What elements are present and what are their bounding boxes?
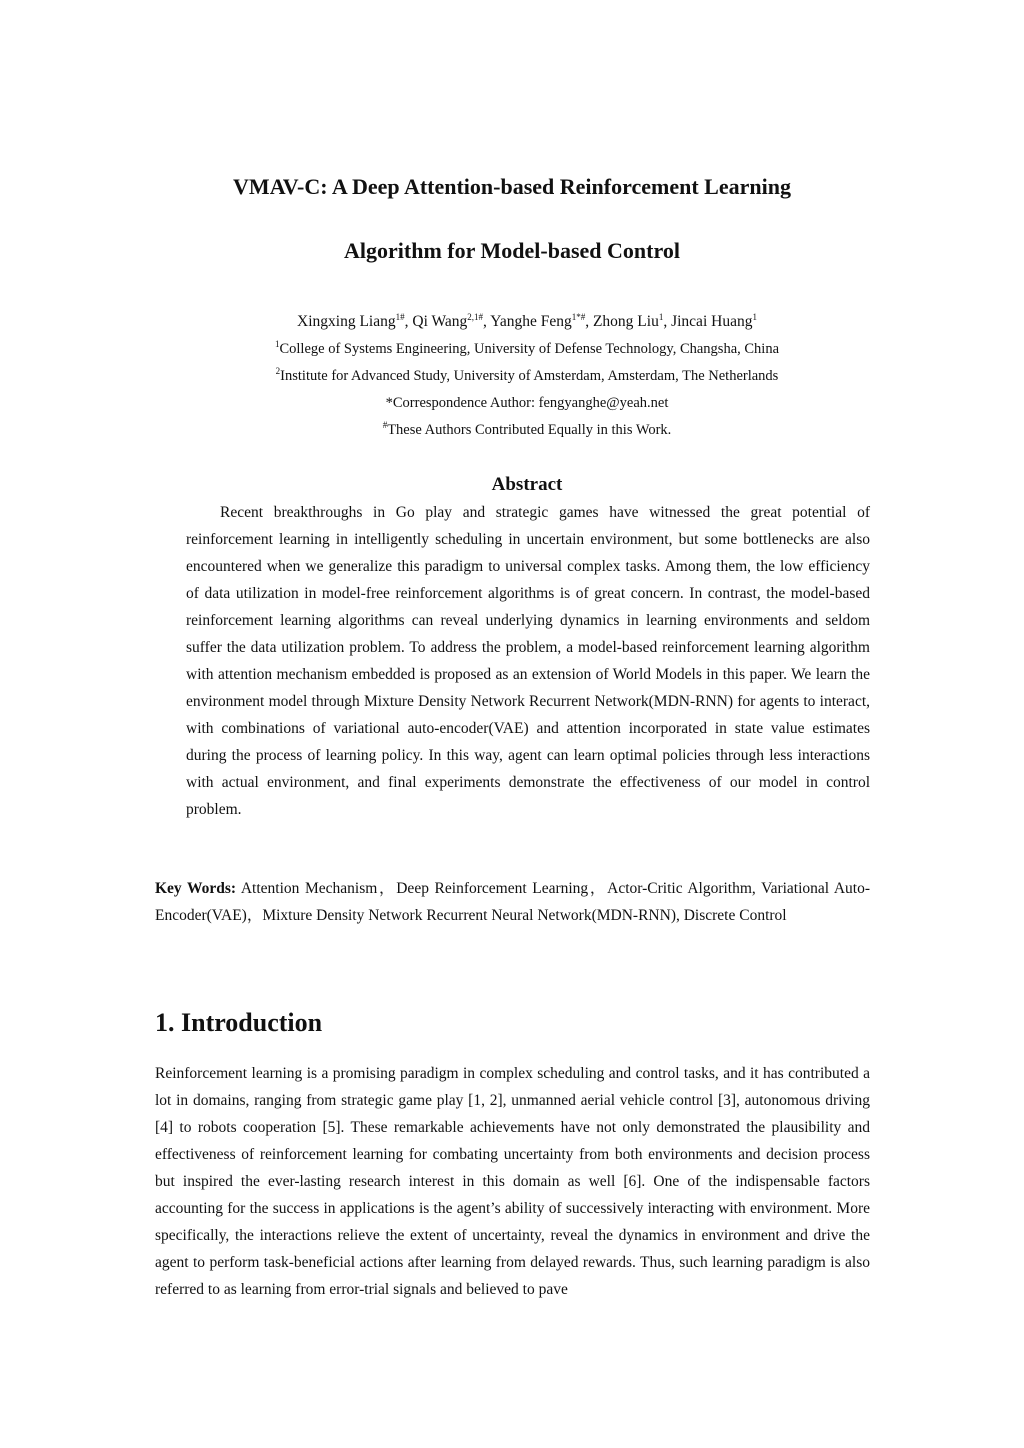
affiliation-1 bbox=[0, 341, 1024, 358]
affiliation-2-text: Institute for Advanced Study, University of Amsterdam, Amsterdam, The Netherlands bbox=[280, 368, 779, 384]
author-name: Yanghe Feng bbox=[490, 313, 572, 330]
author-name: Qi Wang bbox=[412, 313, 468, 330]
affiliation-2 bbox=[0, 368, 1024, 385]
author-affiliation-mark: 1 bbox=[752, 312, 757, 322]
paper-title-line-1: VMAV-C: A Deep Attention-based Reinforcement Learning bbox=[233, 174, 791, 199]
author-name: Xingxing Liang bbox=[297, 313, 396, 330]
author-separator: , bbox=[404, 313, 413, 330]
introduction-body: Reinforcement learning is a promising paradigm in complex scheduling and control tasks, and it has contributed a lot in domains, ranging from strategic game play [1, 2], unmanned aerial vehicle control [3], autonomous driving [4] to robots cooperation [5]. These remarkable achievements have not only demonstrated the plausibility and effectiveness of reinforcement learning for combating uncertainty from both environments and decision process but inspired the ever-lasting research interest in this domain as well [6]. One of the indispensable factors accounting for the success in applications is the agent’s ability of successively interacting with environment. More specifically, the interactions relieve the extent of uncertainty, reveal the dynamics in environment and drive the agent to perform task-beneficial actions after learning from delayed rewards. Thus, such learning paradigm is also referred to as learning from error-trial signals and believed to pave bbox=[155, 1065, 870, 1298]
affiliation-1-text: College of Systems Engineering, University of Defense Technology, Changsha, China bbox=[279, 341, 780, 357]
abstract-heading: Abstract bbox=[491, 474, 563, 495]
author-list bbox=[0, 313, 1024, 331]
paper-title-line-2: Algorithm for Model-based Control bbox=[344, 238, 680, 263]
author-affiliation-mark: 2,1# bbox=[467, 312, 483, 322]
section-heading-introduction: 1. Introduction bbox=[155, 1008, 323, 1037]
correspondence-note: *Correspondence Author: fengyanghe@yeah.net bbox=[385, 395, 669, 411]
keywords-label: Key Words: bbox=[155, 880, 237, 897]
author-name: Jincai Huang bbox=[671, 313, 753, 330]
keywords-text: Attention Mechanism，Deep Reinforcement Learning，Actor-Critic Algorithm, Variational Auto-Encoder(VAE)，Mixture Density Network Recurrent Neural Network(MDN-RNN), Discrete Control bbox=[155, 880, 870, 924]
author-name: Zhong Liu bbox=[592, 313, 659, 330]
affiliation-2-mark: 2 bbox=[275, 366, 281, 376]
keywords bbox=[155, 875, 870, 929]
affiliation-1-mark: 1 bbox=[274, 339, 280, 349]
author-separator: , bbox=[585, 313, 593, 330]
equal-contribution-note bbox=[0, 422, 1024, 439]
author-affiliation-mark: 1*# bbox=[571, 312, 586, 322]
author-separator: , bbox=[663, 313, 672, 330]
equal-contribution-mark: # bbox=[382, 420, 388, 430]
abstract-body: Recent breakthroughs in Go play and strategic games have witnessed the great potential of reinforcement learning in intelligently scheduling in uncertain environment, but some bottlenecks are also encountered when we generalize this paradigm to universal complex tasks. Among them, the low efficiency of data utilization in model-free reinforcement algorithms is of great concern. In contrast, the model-based reinforcement learning algorithms can reveal underlying dynamics in learning environments and seldom suffer the data utilization problem. To address the problem, a model-based reinforcement learning algorithm with attention mechanism embedded is proposed as an extension of World Models in this paper. We learn the environment model through Mixture Density Network Recurrent Network(MDN-RNN) for agents to interact, with combinations of variational auto-encoder(VAE) and attention incorporated in state value estimates during the process of learning policy. In this way, agent can learn optimal policies through less interactions with actual environment, and final experiments demonstrate the effectiveness of our model in control problem. bbox=[186, 504, 870, 818]
author-affiliation-mark: 1 bbox=[658, 312, 664, 322]
author-separator: , bbox=[483, 313, 491, 330]
equal-contribution-text: These Authors Contributed Equally in this Work. bbox=[387, 422, 672, 438]
author-affiliation-mark: 1# bbox=[395, 312, 405, 322]
